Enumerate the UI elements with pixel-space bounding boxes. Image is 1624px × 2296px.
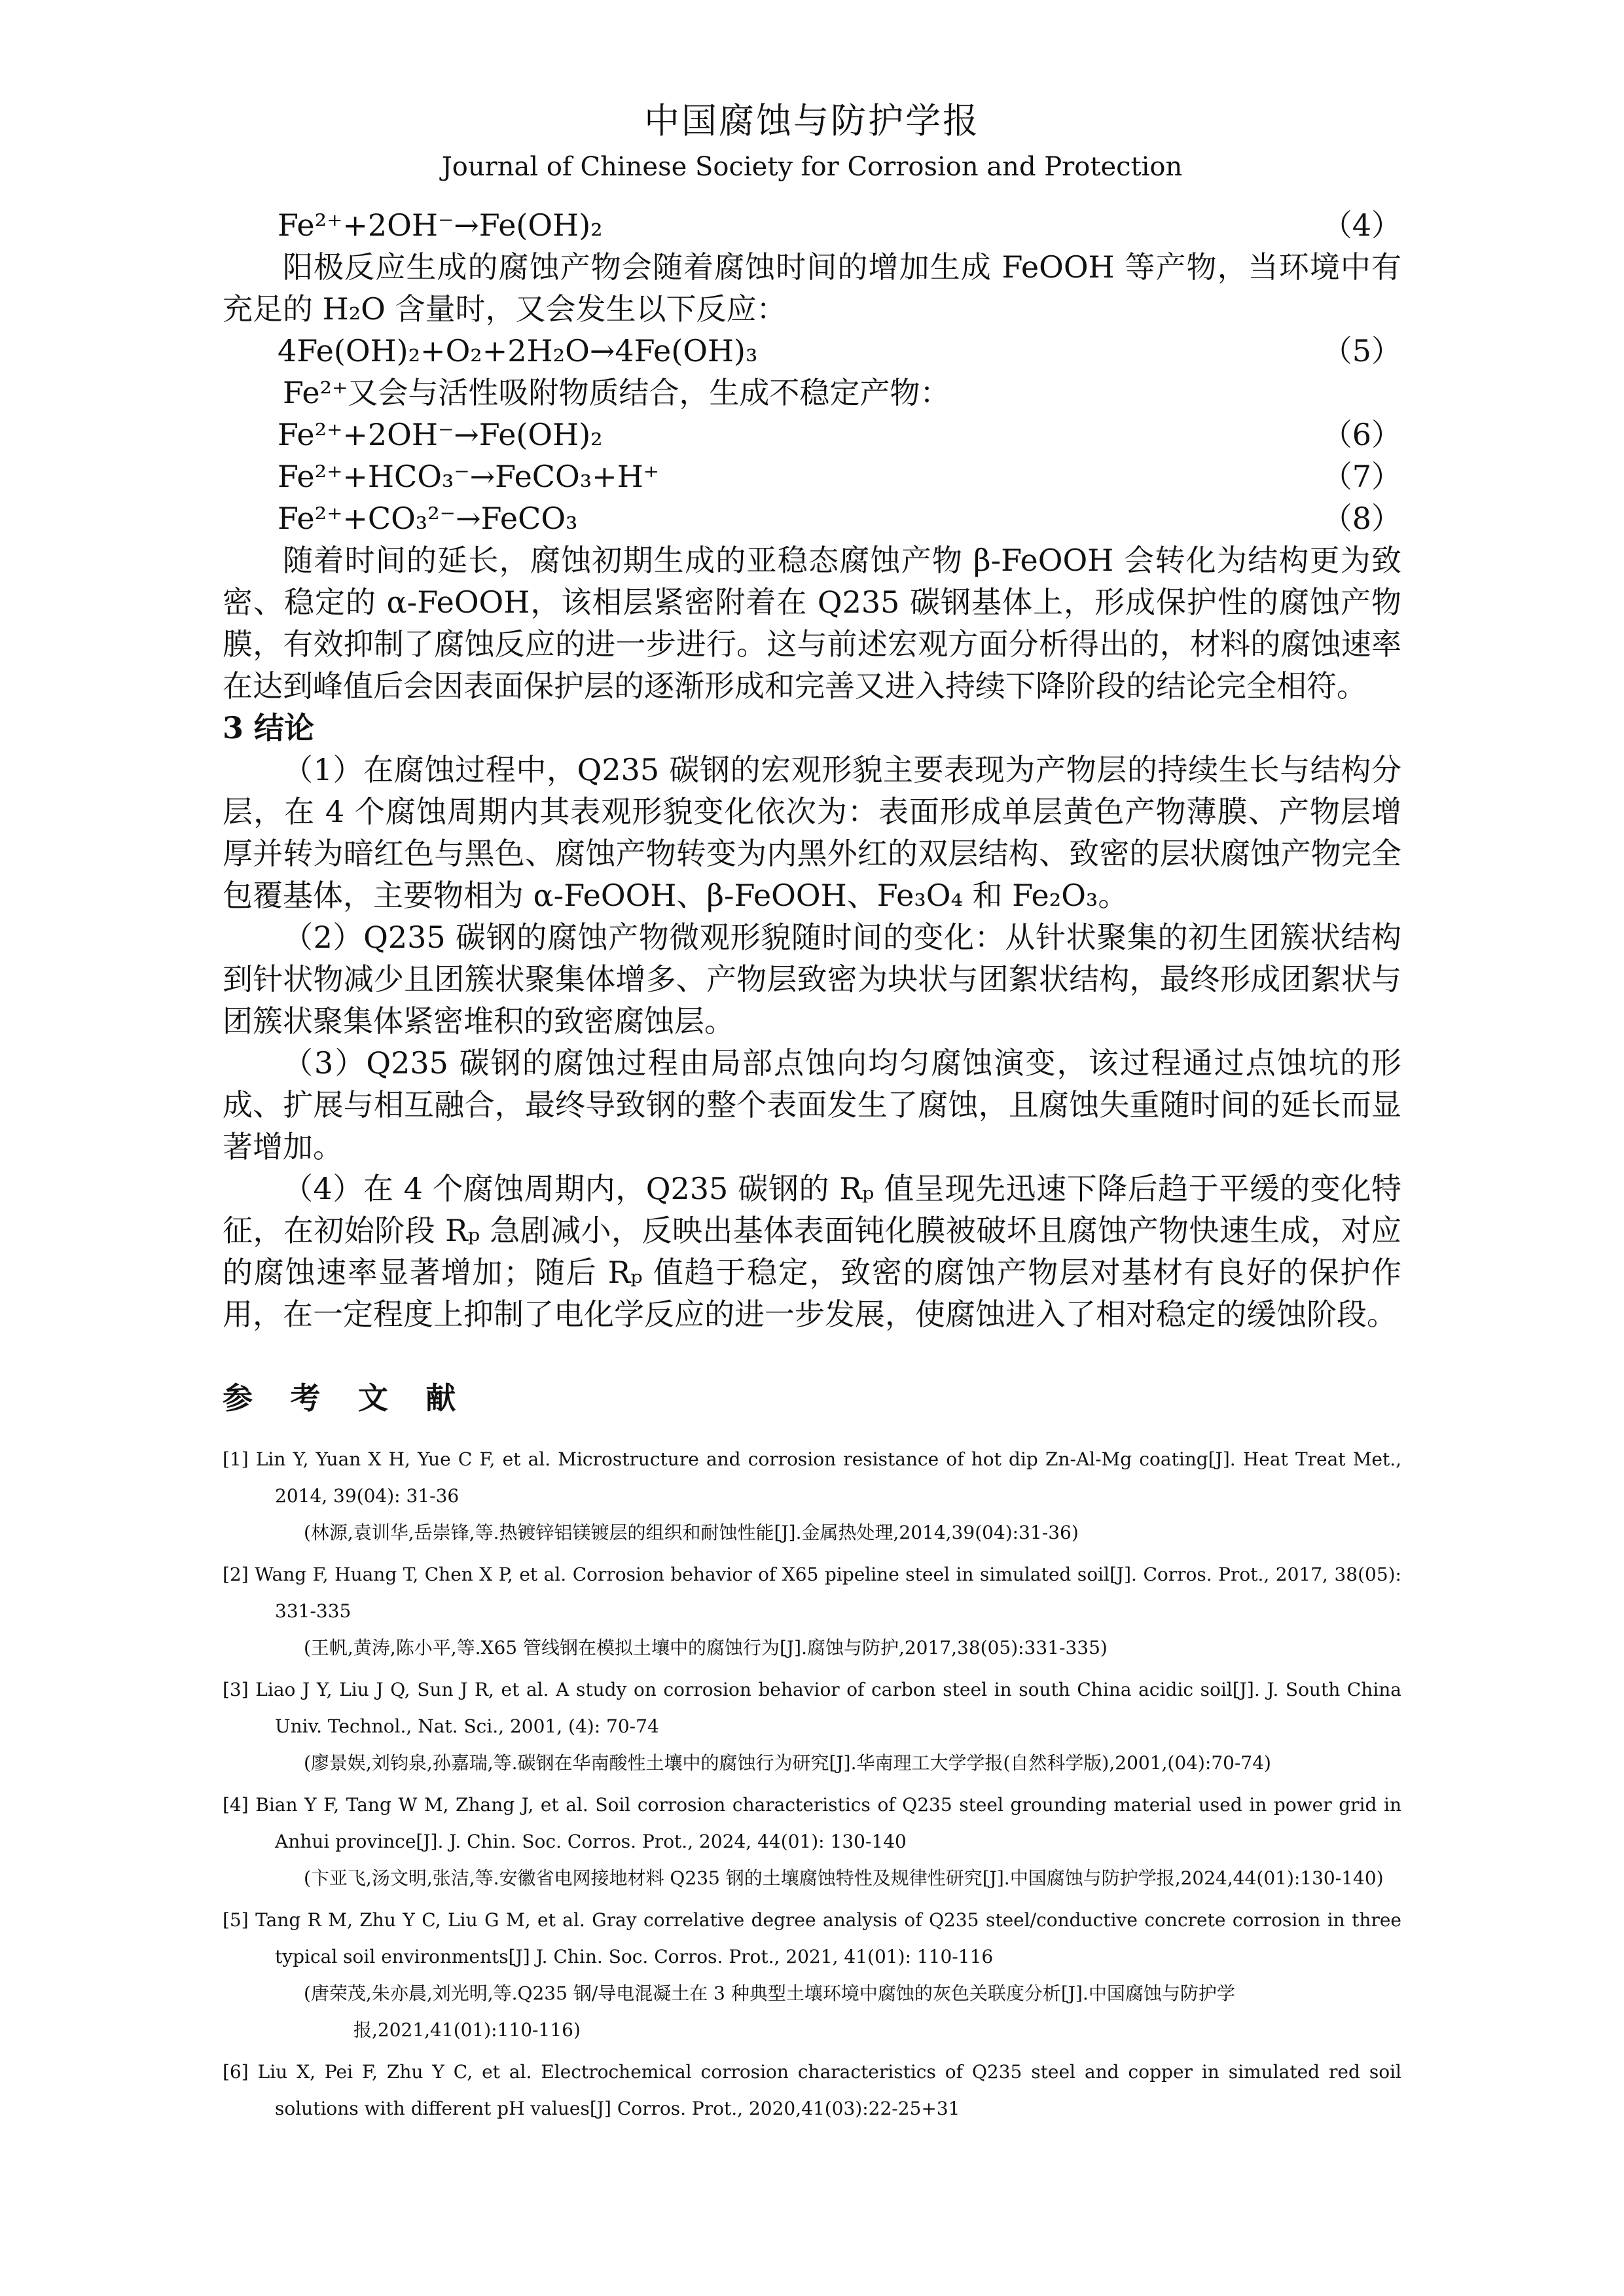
equation-4 [223,204,1401,246]
equation-8-formula: Fe²⁺+CO₃²⁻→FeCO₃ [278,501,578,536]
reference-item-3 [223,1672,1401,1782]
equation-7-number: （7） [1322,459,1401,494]
equation-4-number: （4） [1322,207,1401,243]
reference-1-citation-en: [1] Lin Y, Yuan X H, Yue C F, et al. Microstructure and corrosion resistance of hot dip Zn-Al-Mg coating[J]. Heat Treat Met., 2014, 39(04): 31-36 [223,1448,1401,1507]
journal-header [223,98,1401,186]
equation-8-number: （8） [1322,501,1401,536]
journal-title-en: Journal of Chinese Society for Corrosion and Protection [441,152,1183,182]
reference-5-citation-zh: (唐荣茂,朱亦晨,刘光明,等.Q235 钢/导电混凝土在 3 种典型土壤环境中腐蚀的灰色关联度分析[J].中国腐蚀与防护学报,2021,41(01):110-116) [304,1982,1235,2041]
equation-4-formula: Fe²⁺+2OH⁻→Fe(OH)₂ [278,207,603,243]
equation-5 [223,330,1401,372]
equation-7-formula: Fe²⁺+HCO₃⁻→FeCO₃+H⁺ [278,459,660,494]
reference-item-6 [223,2054,1401,2127]
equation-8 [223,497,1401,539]
journal-title-zh: 中国腐蚀与防护学报 [644,100,980,141]
equation-5-number: （5） [1322,333,1401,368]
equation-5-formula: 4Fe(OH)₂+O₂+2H₂O→4Fe(OH)₃ [278,333,758,368]
conclusion-item-4: （4）在 4 个腐蚀周期内，Q235 碳钢的 Rₚ 值呈现先迅速下降后趋于平缓的变化特征，在初始阶段 Rₚ 急剧减小，反映出基体表面钝化膜被破坏且腐蚀产物快速生成，对应的腐蚀速率显著增加；随后 Rₚ 值趋于稳定，致密的腐蚀产物层对基材有良好的保护作用，在一定程度上抑制了电化学反应的进一步发展，使腐蚀进入了相对稳定的缓蚀阶段。 [223,1171,1401,1332]
reference-4-citation-en: [4] Bian Y F, Tang W M, Zhang J, et al. Soil corrosion characteristics of Q235 steel grounding material used in power grid in Anhui province[J]. J. Chin. Soc. Corros. Prot., 2024, 44(01): 130-140 [223,1794,1401,1852]
reference-6-citation-en: [6] Liu X, Pei F, Zhu Y C, et al. Electrochemical corrosion characteristics of Q235 steel and copper in simulated red soil solutions with different pH values[J] Corros. Prot., 2020,41(03):22-25+31 [223,2061,1401,2119]
paragraph-adsorption: Fe²⁺又会与活性吸附物质结合，生成不稳定产物： [283,375,950,410]
references-section-heading: 参 考 文 献 [223,1380,469,1416]
references-section [223,1377,1401,2127]
paragraph-anodic-reaction: 阳极反应生成的腐蚀产物会随着腐蚀时间的增加生成 FeOOH 等产物，当环境中有充足的 H₂O 含量时，又会发生以下反应： [223,249,1401,327]
reference-1-citation-zh: (林源,袁训华,岳崇锋,等.热镀锌铝镁镀层的组织和耐蚀性能[J].金属热处理,2014,39(04):31-36) [304,1522,1079,1543]
equation-7 [223,456,1401,497]
reference-item-2 [223,1556,1401,1666]
reference-4-citation-zh: (卞亚飞,汤文明,张洁,等.安徽省电网接地材料 Q235 钢的土壤腐蚀特性及规律性研究[J].中国腐蚀与防护学报,2024,44(01):130-140) [304,1867,1384,1889]
conclusion-section-heading: 3 结论 [223,710,315,745]
reference-item-4 [223,1787,1401,1897]
reference-item-5 [223,1902,1401,2049]
reference-2-citation-zh: (王帆,黄涛,陈小平,等.X65 管线钢在模拟土壤中的腐蚀行为[J].腐蚀与防护,2017,38(05):331-335) [304,1637,1108,1659]
conclusion-item-2: （2）Q235 碳钢的腐蚀产物微观形貌随时间的变化：从针状聚集的初生团簇状结构到针状物减少且团簇状聚集体增多、产物层致密为块状与团絮状结构，最终形成团絮状与团簇状聚集体紧密堆积的致密腐蚀层。 [223,920,1401,1039]
equation-6 [223,414,1401,456]
reference-item-1 [223,1441,1401,1551]
paper-body [223,204,1401,2127]
paragraph-product-transformation: 随着时间的延长，腐蚀初期生成的亚稳态腐蚀产物 β-FeOOH 会转化为结构更为致密、稳定的 α-FeOOH，该相层紧密附着在 Q235 碳钢基体上，形成保护性的腐蚀产物膜，有效抑制了腐蚀反应的进一步进行。这与前述宏观方面分析得出的，材料的腐蚀速率在达到峰值后会因表面保护层的逐渐形成和完善又进入持续下降阶段的结论完全相符。 [223,543,1401,704]
reference-3-citation-en: [3] Liao J Y, Liu J Q, Sun J R, et al. A study on corrosion behavior of carbon steel in south China acidic soil[J]. J. South China Univ. Technol., Nat. Sci., 2001, (4): 70-74 [223,1679,1401,1737]
conclusion-item-3: （3）Q235 碳钢的腐蚀过程由局部点蚀向均匀腐蚀演变，该过程通过点蚀坑的形成、扩展与相互融合，最终导致钢的整个表面发生了腐蚀，且腐蚀失重随时间的延长而显著增加。 [223,1045,1401,1164]
reference-3-citation-zh: (廖景娱,刘钧泉,孙嘉瑞,等.碳钢在华南酸性土壤中的腐蚀行为研究[J].华南理工大学学报(自然科学版),2001,(04):70-74) [304,1752,1271,1774]
reference-5-citation-en: [5] Tang R M, Zhu Y C, Liu G M, et al. Gray correlative degree analysis of Q235 steel/conductive concrete corrosion in three typical soil environments[J] J. Chin. Soc. Corros. Prot., 2021, 41(01): 110-116 [223,1909,1401,1967]
equation-6-number: （6） [1322,417,1401,452]
conclusion-item-1: （1）在腐蚀过程中，Q235 碳钢的宏观形貌主要表现为产物层的持续生长与结构分层，在 4 个腐蚀周期内其表观形貌变化依次为：表面形成单层黄色产物薄膜、产物层增厚并转为暗红色与黑色、腐蚀产物转变为内黑外红的双层结构、致密的层状腐蚀产物完全包覆基体，主要物相为 α-FeOOH、β-FeOOH、Fe₃O₄ 和 Fe₂O₃。 [223,752,1401,913]
reference-2-citation-en: [2] Wang F, Huang T, Chen X P, et al. Corrosion behavior of X65 pipeline steel in simulated soil[J]. Corros. Prot., 2017, 38(05): 331-335 [223,1564,1401,1622]
equation-6-formula: Fe²⁺+2OH⁻→Fe(OH)₂ [278,417,603,452]
